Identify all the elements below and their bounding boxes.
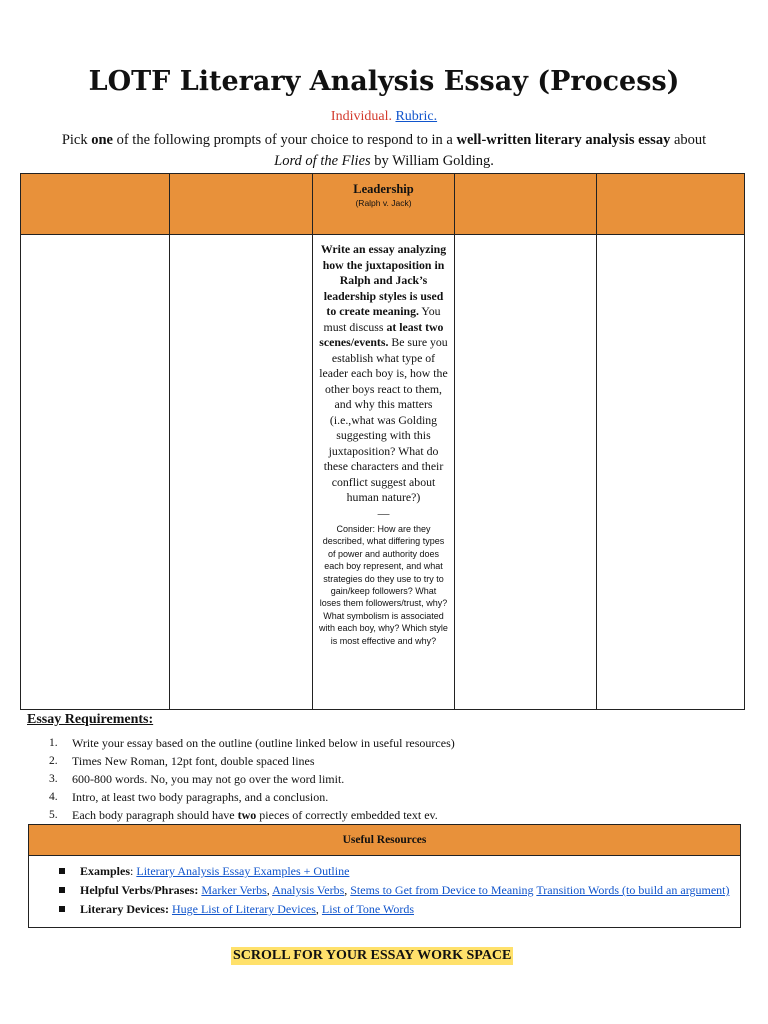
subline: [0, 109, 768, 125]
square-bullet-icon: [59, 906, 65, 912]
tone-words-link[interactable]: List of Tone Words: [321, 902, 415, 916]
stems-link[interactable]: Stems to Get from Device to Meaning: [350, 883, 534, 897]
list-number: 4.: [49, 791, 58, 803]
transition-words-link[interactable]: Transition Words (to build an argument): [536, 883, 730, 897]
useful-resources-heading: Useful Resources: [29, 825, 740, 856]
prompt-lead: Write an essay analyzing how the juxtaposition in Ralph and Jack’s leadership styles is used to create meaning.: [320, 242, 447, 318]
header-cell-empty: [597, 174, 745, 235]
intro-text: [20, 130, 748, 172]
list-number: 3.: [49, 773, 58, 785]
prompt-must: You must discuss: [323, 304, 441, 334]
body-cell-empty: [455, 235, 597, 710]
scroll-note: SCROLL FOR YOUR ESSAY WORK SPACE: [233, 948, 512, 963]
requirement-item: [22, 752, 742, 770]
page-title: LOTF Literary Analysis Essay (Process): [88, 66, 680, 97]
prompt-table-body-row: [21, 235, 745, 710]
prompt-dash: —: [377, 505, 390, 520]
square-bullet-icon: [59, 868, 65, 874]
prompt-must-bold: at least two scenes/events.: [319, 319, 444, 349]
requirements-heading: Essay Requirements:: [27, 712, 154, 727]
prompt-body: Be sure you establish what type of leader each boy is, how the other boys react to them, and why this matters (i.e.,what was Golding suggesting with this juxtaposition? What do these characters and their conflict suggest about human nature?): [319, 335, 448, 504]
individual-label: Individual.: [330, 109, 392, 124]
resource-label: Literary Devices:: [80, 902, 169, 916]
prompt-table-header-row: [21, 174, 745, 235]
rubric-link[interactable]: Rubric.: [395, 109, 438, 124]
intro-part: of the following prompts of your choice to respond to in a: [112, 132, 457, 148]
resources-list: [29, 856, 740, 927]
requirement-text: Times New Roman, 12pt font, double spaced lines: [72, 754, 315, 768]
body-cell-empty: [597, 235, 745, 710]
intro-bold-essay: well-written literary analysis essay: [456, 132, 671, 148]
header-cell-empty: [21, 174, 170, 235]
resource-label: Helpful Verbs/Phrases:: [80, 883, 199, 897]
intro-bold-one: one: [91, 132, 113, 148]
body-cell-empty: [21, 235, 170, 710]
requirement-item: [22, 734, 742, 752]
list-number: 5.: [49, 809, 58, 821]
analysis-verbs-link[interactable]: Analysis Verbs: [272, 883, 345, 897]
book-title: Lord of the Flies: [274, 153, 371, 169]
resource-item-examples: [55, 862, 730, 881]
intro-part: by William Golding.: [370, 153, 494, 169]
square-bullet-icon: [59, 887, 65, 893]
requirement-item: [22, 806, 742, 824]
header-cell-empty: [170, 174, 313, 235]
intro-part: Pick: [61, 132, 92, 148]
leadership-prompt: [313, 235, 454, 647]
literary-devices-link[interactable]: Huge List of Literary Devices: [171, 902, 316, 916]
requirements-list: [22, 734, 742, 824]
prompt-table: [20, 173, 745, 710]
requirement-text: pieces of correctly embedded text ev.: [256, 808, 438, 822]
requirement-text: Intro, at least two body paragraphs, and a conclusion.: [72, 790, 329, 804]
body-cell-prompt: [313, 235, 455, 710]
prompt-consider: Consider: How are they described, what differing types of power and authority does each boy represent, and what strategies do they use to try to gain/keep followers? What loses them followers/trust, why? What symbolism is associated with each boy, why? Which style is most effective and why?: [319, 524, 448, 646]
requirement-bold: two: [237, 808, 257, 822]
requirement-text: 600-800 words. No, you may not go over the word limit.: [72, 772, 345, 786]
list-number: 2.: [49, 755, 58, 767]
requirement-item: [22, 788, 742, 806]
resource-label: Examples: [80, 864, 131, 878]
resource-item-devices: Literary Devices: Huge List of Literary Devices, List of Tone Words: [55, 900, 730, 919]
leadership-subheading: (Ralph v. Jack): [355, 198, 412, 208]
resource-colon: :: [130, 864, 137, 878]
requirement-item: [22, 770, 742, 788]
leadership-heading: Leadership: [353, 182, 414, 196]
header-cell-empty: [455, 174, 597, 235]
body-cell-empty: [170, 235, 313, 710]
requirement-text: Each body paragraph should have: [72, 808, 238, 822]
marker-verbs-link[interactable]: Marker Verbs: [201, 883, 267, 897]
intro-part: about: [670, 132, 707, 148]
examples-link[interactable]: Literary Analysis Essay Examples + Outline: [136, 864, 350, 878]
header-cell-leadership: [313, 174, 455, 235]
list-number: 1.: [49, 737, 58, 749]
resource-item-verbs: Helpful Verbs/Phrases: Marker Verbs, Analysis Verbs, Stems to Get from Device to Meaning Transition Words (to build an argument): [55, 881, 730, 900]
useful-resources-box: [28, 824, 741, 928]
requirement-text: Write your essay based on the outline (outline linked below in useful resources): [72, 736, 455, 750]
